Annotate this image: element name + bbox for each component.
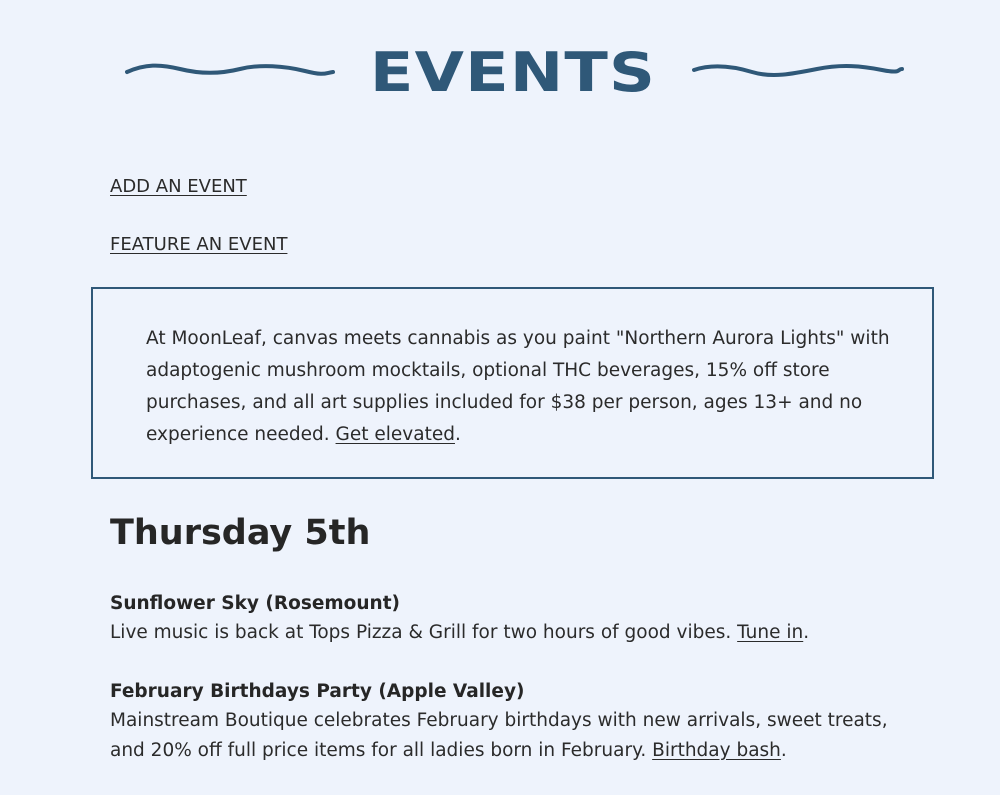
page-title: EVENTS	[369, 41, 657, 104]
featured-event-suffix: .	[454, 424, 461, 445]
event-item	[110, 678, 910, 766]
event-description-suffix: .	[803, 622, 810, 643]
event-description-suffix: .	[780, 740, 787, 761]
tune-in-link[interactable]: Tune in	[737, 622, 804, 643]
event-name: February Birthdays Party (Apple Valley)	[110, 681, 525, 702]
event-description-text: Live music is back at Tops Pizza & Grill for two hours of good vibes.	[110, 622, 738, 643]
featured-event-description: At MoonLeaf, canvas meets cannabis as you paint "Northern Aurora Lights" with adaptogenic mushroom mocktails, optional THC beverages, 15% off store purchases, and all art supplies included for $38 per person, ages 13+ and no experience needed.	[146, 328, 890, 445]
event-item	[110, 590, 910, 648]
event-description	[110, 618, 910, 648]
get-elevated-link[interactable]: Get elevated	[335, 424, 455, 445]
event-description	[110, 706, 910, 766]
event-name: Sunflower Sky (Rosemount)	[110, 593, 401, 614]
day-heading: Thursday 5th	[110, 513, 371, 553]
events-header	[0, 38, 1000, 118]
feature-event-link[interactable]: FEATURE AN EVENT	[110, 234, 288, 255]
featured-event-text	[146, 323, 906, 451]
featured-event-box	[91, 287, 934, 479]
birthday-bash-link[interactable]: Birthday bash	[652, 740, 781, 761]
wave-right-decoration	[692, 60, 904, 80]
event-description-text: Mainstream Boutique celebrates February birthdays with new arrivals, sweet treats, and 20% off full price items for all ladies born in February.	[110, 710, 888, 761]
add-event-link[interactable]: ADD AN EVENT	[110, 176, 247, 197]
